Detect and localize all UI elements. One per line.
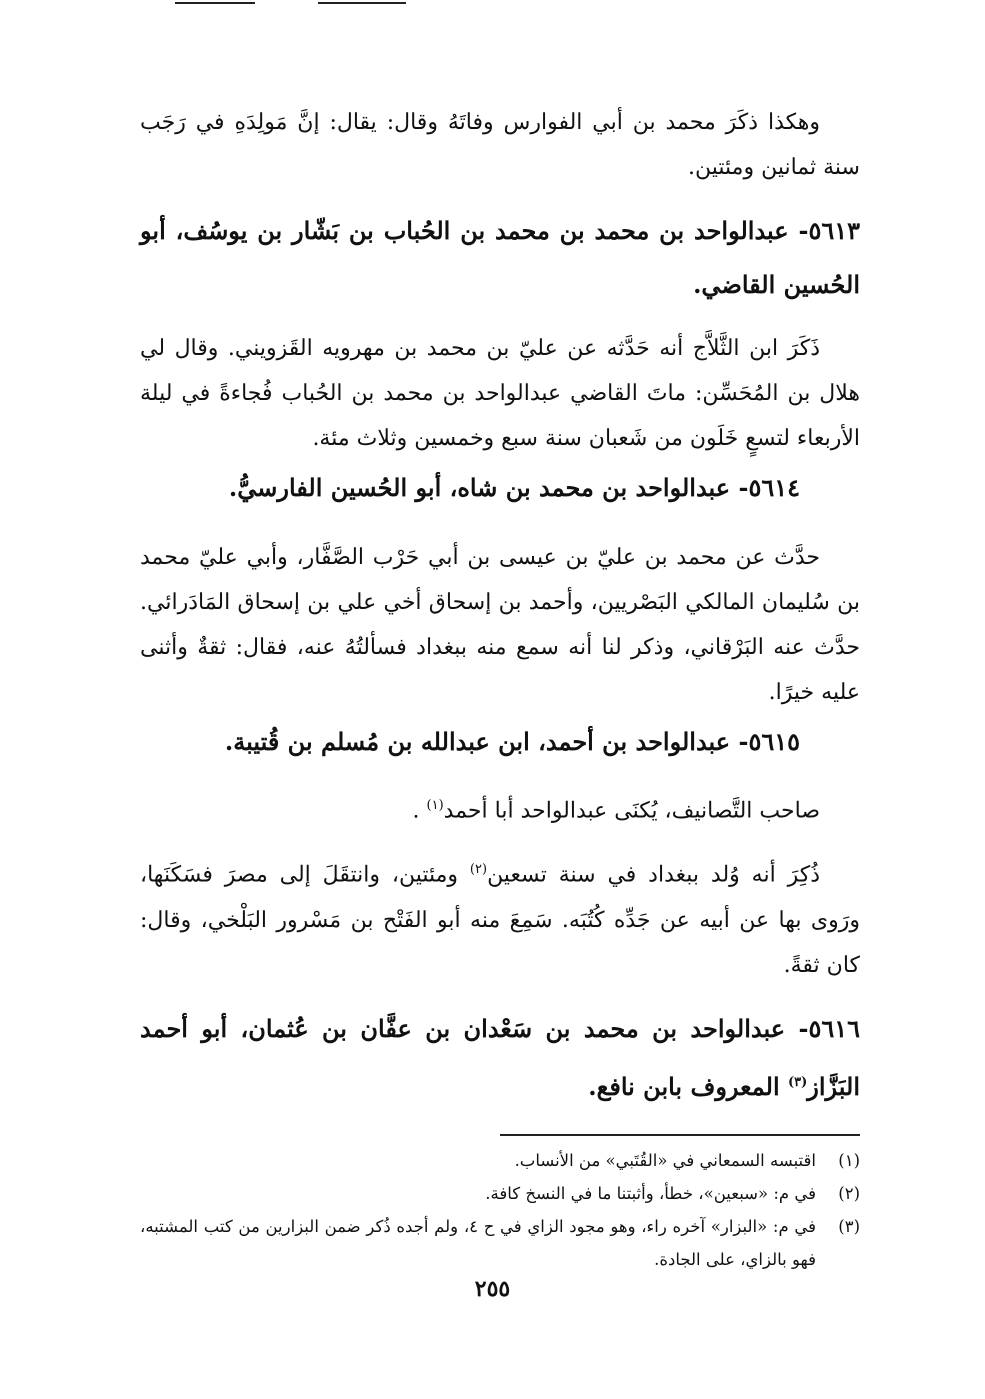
paragraph-5 xyxy=(140,847,860,987)
top-rule-left xyxy=(175,2,255,4)
footnote-2-text: في م: «سبعين»، خطأ، وأثبتنا ما في النسخ كافة. xyxy=(485,1183,816,1203)
paragraph-3 xyxy=(140,535,860,715)
paragraph-4 xyxy=(140,783,860,833)
paragraph-5-text: ذُكِرَ أنه وُلد ببغداد في سنة تسعين xyxy=(487,862,820,888)
footnote-ref-1[interactable]: (١) xyxy=(426,798,444,813)
paragraph-3-text: حدَّث عن محمد بن عليّ بن عيسى بن أبي حَرْب الصَّفَّار، وأبي عليّ محمد بن سُليمان المالكي البَصْريين، وأحمد بن إسحاق أخي علي بن إسحاق المَادَرائي. حدَّث عنه البَرْقاني، وذكر لنا أنه سمع منه ببغداد فسألتُهُ عنه، فقال: ثقةٌ وأثنى عليه خيرًا. xyxy=(140,545,860,705)
footnote-3 xyxy=(140,1210,860,1276)
paragraph-1 xyxy=(140,100,860,190)
paragraph-1-text: وهكذا ذكَرَ محمد بن أبي الفوارس وفاتَهُ وقال: يقال: إنَّ مَولِدَهِ في رَجَب سنة ثمانين ومئتين. xyxy=(140,110,860,180)
footnotes xyxy=(140,1144,860,1276)
paragraph-5-after: ومئتين، وانتقَلَ إلى مصرَ فسَكَنَها، ورَوى بها عن أبيه عن جَدِّه كُتُبَه. سَمِعَ منه أبو الفَتْح بن مَسْرور البَلْخي، وقال: كان ثقةً. xyxy=(140,862,860,978)
entry-heading-5614 xyxy=(140,461,860,515)
top-rule-right xyxy=(318,2,406,4)
entry-heading-5616-after: المعروف بابن نافع. xyxy=(588,1071,788,1101)
footnote-3-text: في م: «البزار» آخره راء، وهو مجود الزاي في ح ٤، ولم أجده ذُكر ضمن البزارين من كتب المشتبه، فهو بالزاي، على الجادة. xyxy=(140,1216,816,1269)
entry-heading-5615 xyxy=(140,715,860,769)
footnote-ref-2[interactable]: (٢) xyxy=(469,862,488,878)
entry-heading-5615-text: ٥٦١٥- عبدالواحد بن أحمد، ابن عبدالله بن مُسلم بن قُتيبة. xyxy=(224,727,800,756)
footnote-1-text: اقتبسه السمعاني في «القُتَبي» من الأنساب. xyxy=(514,1150,816,1170)
footnote-1-number: (١) xyxy=(838,1150,860,1170)
paragraph-4-after: . xyxy=(412,798,427,824)
footnote-3-number: (٣) xyxy=(838,1216,860,1236)
page-body xyxy=(140,100,860,1276)
paragraph-2 xyxy=(140,326,860,461)
footnote-2 xyxy=(140,1177,860,1210)
footnote-2-number: (٢) xyxy=(838,1183,860,1203)
footnote-separator xyxy=(500,1134,860,1136)
footnote-1 xyxy=(140,1144,860,1177)
entry-heading-5616 xyxy=(140,1002,860,1114)
entry-heading-5613 xyxy=(140,204,860,312)
page-number: ٢٥٥ xyxy=(474,1276,511,1302)
paragraph-2-text: ذَكَرَ ابن الثَّلاَّج أنه حَدَّثه عن عليّ بن محمد بن مهرويه القَزويني. وقال لي هلال بن المُحَسِّن: ماتَ القاضي عبدالواحد بن محمد بن الحُباب فُجاءةً في ليلة الأربعاء لتسعٍ خَلَون من شَعبان سنة سبع وخمسين وثلاث مئة. xyxy=(140,336,860,451)
footnote-ref-3[interactable]: (٣) xyxy=(787,1074,808,1090)
entry-heading-5616-text: ٥٦١٦- عبدالواحد بن محمد بن سَعْدان بن عفَّان بن عُثمان، أبو أحمد البَزَّاز xyxy=(140,1013,860,1101)
paragraph-4-text: صاحب التَّصانيف، يُكنَى عبدالواحد أبا أحمد xyxy=(443,798,820,824)
entry-heading-5613-text: ٥٦١٣- عبدالواحد بن محمد بن محمد بن الحُباب بن بَشّار بن يوسُف، أبو الحُسين القاضي. xyxy=(140,216,860,299)
entry-heading-5614-text: ٥٦١٤- عبدالواحد بن محمد بن شاه، أبو الحُسين الفارسيُّ. xyxy=(228,473,800,502)
